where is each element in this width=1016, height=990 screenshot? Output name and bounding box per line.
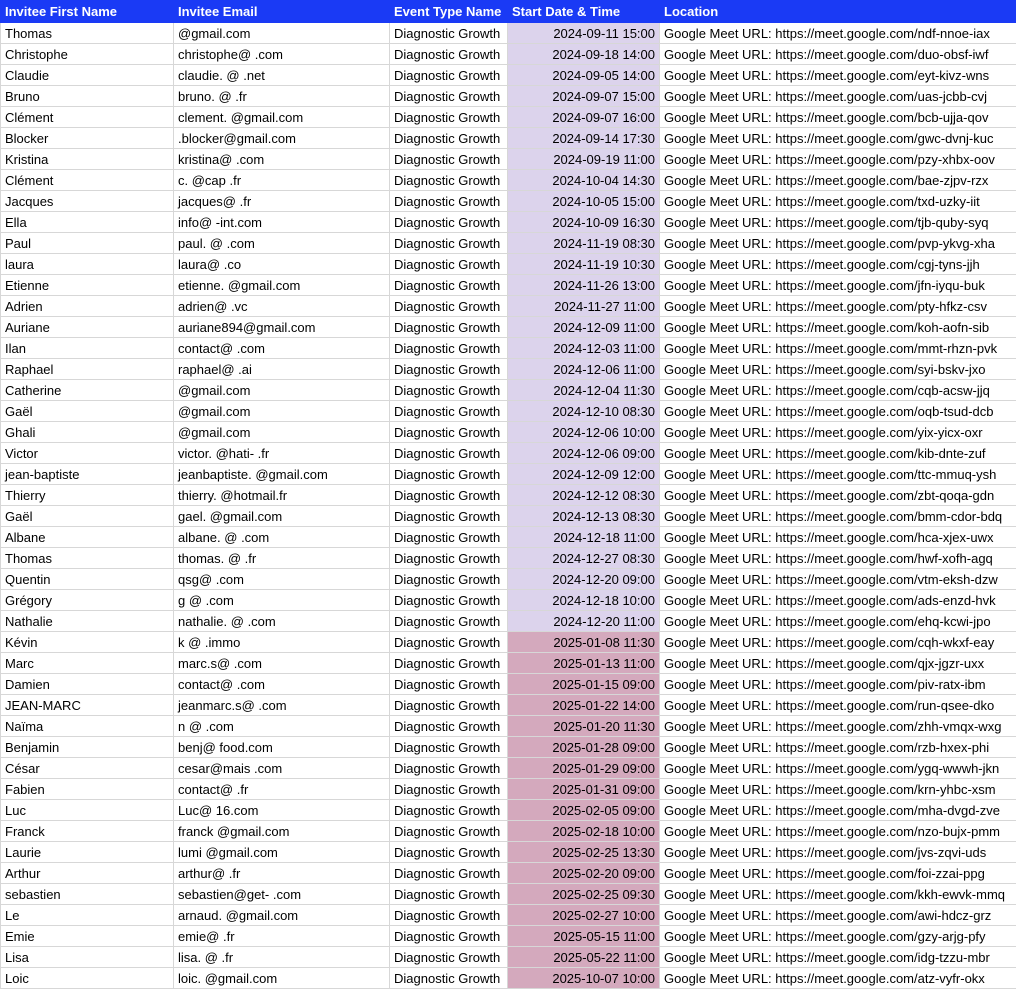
cell-event-type[interactable]: Diagnostic Growth bbox=[390, 401, 508, 422]
cell-event-type[interactable]: Diagnostic Growth bbox=[390, 821, 508, 842]
cell-first-name[interactable]: Etienne bbox=[1, 275, 174, 296]
cell-start-date[interactable]: 2024-09-19 11:00 bbox=[508, 149, 660, 170]
cell-event-type[interactable]: Diagnostic Growth bbox=[390, 674, 508, 695]
cell-email[interactable]: arthur@ .fr bbox=[174, 863, 390, 884]
cell-first-name[interactable]: Le bbox=[1, 905, 174, 926]
table-row bbox=[1, 296, 1016, 317]
table-row bbox=[1, 800, 1016, 821]
cell-location[interactable]: Google Meet URL: https://meet.google.com/zhh-vmqx-wxg bbox=[660, 716, 1016, 737]
cell-event-type[interactable]: Diagnostic Growth bbox=[390, 44, 508, 65]
cell-start-date[interactable]: 2024-09-05 14:00 bbox=[508, 65, 660, 86]
table-row bbox=[1, 884, 1016, 905]
cell-location[interactable]: Google Meet URL: https://meet.google.com/bcb-ujja-qov bbox=[660, 107, 1016, 128]
table-row bbox=[1, 674, 1016, 695]
cell-first-name[interactable]: Gaël bbox=[1, 506, 174, 527]
cell-email[interactable]: thierry. @hotmail.fr bbox=[174, 485, 390, 506]
cell-location[interactable]: Google Meet URL: https://meet.google.com/tjb-quby-syq bbox=[660, 212, 1016, 233]
cell-event-type[interactable]: Diagnostic Growth bbox=[390, 569, 508, 590]
table-row bbox=[1, 821, 1016, 842]
cell-location[interactable]: Google Meet URL: https://meet.google.com/zbt-qoqa-gdn bbox=[660, 485, 1016, 506]
cell-location[interactable]: Google Meet URL: https://meet.google.com/cqh-wkxf-eay bbox=[660, 632, 1016, 653]
cell-first-name[interactable]: Victor bbox=[1, 443, 174, 464]
cell-first-name[interactable]: Emie bbox=[1, 926, 174, 947]
cell-email[interactable]: nathalie. @ .com bbox=[174, 611, 390, 632]
cell-start-date[interactable]: 2024-12-12 08:30 bbox=[508, 485, 660, 506]
cell-start-date[interactable]: 2024-12-06 10:00 bbox=[508, 422, 660, 443]
cell-email[interactable]: contact@ .fr bbox=[174, 779, 390, 800]
header-start-date[interactable]: Start Date & Time bbox=[508, 1, 660, 23]
cell-event-type[interactable]: Diagnostic Growth bbox=[390, 863, 508, 884]
cell-email[interactable]: contact@ .com bbox=[174, 674, 390, 695]
table-row bbox=[1, 947, 1016, 968]
cell-location[interactable]: Google Meet URL: https://meet.google.com/pvp-ykvg-xha bbox=[660, 233, 1016, 254]
table-row bbox=[1, 863, 1016, 884]
cell-start-date[interactable]: 2024-12-09 11:00 bbox=[508, 317, 660, 338]
cell-first-name[interactable]: Thomas bbox=[1, 548, 174, 569]
cell-start-date[interactable]: 2024-12-27 08:30 bbox=[508, 548, 660, 569]
cell-location[interactable]: Google Meet URL: https://meet.google.com/vtm-eksh-dzw bbox=[660, 569, 1016, 590]
cell-email[interactable]: c. @cap .fr bbox=[174, 170, 390, 191]
cell-location[interactable]: Google Meet URL: https://meet.google.com/ehq-kcwi-jpo bbox=[660, 611, 1016, 632]
cell-email[interactable]: kristina@ .com bbox=[174, 149, 390, 170]
table-row bbox=[1, 716, 1016, 737]
header-first-name[interactable]: Invitee First Name bbox=[1, 1, 174, 23]
cell-start-date[interactable]: 2025-10-07 10:00 bbox=[508, 968, 660, 989]
table-row bbox=[1, 695, 1016, 716]
table-row bbox=[1, 548, 1016, 569]
cell-location[interactable]: Google Meet URL: https://meet.google.com/hca-xjex-uwx bbox=[660, 527, 1016, 548]
table-row bbox=[1, 107, 1016, 128]
cell-start-date[interactable]: 2025-02-20 09:00 bbox=[508, 863, 660, 884]
cell-start-date[interactable]: 2025-01-31 09:00 bbox=[508, 779, 660, 800]
cell-email[interactable]: gael. @gmail.com bbox=[174, 506, 390, 527]
table-row bbox=[1, 653, 1016, 674]
cell-event-type[interactable]: Diagnostic Growth bbox=[390, 590, 508, 611]
table-row bbox=[1, 506, 1016, 527]
cell-first-name[interactable]: César bbox=[1, 758, 174, 779]
cell-location[interactable]: Google Meet URL: https://meet.google.com/jvs-zqvi-uds bbox=[660, 842, 1016, 863]
cell-location[interactable]: Google Meet URL: https://meet.google.com/ndf-nnoe-iax bbox=[660, 23, 1016, 44]
cell-event-type[interactable]: Diagnostic Growth bbox=[390, 254, 508, 275]
cell-start-date[interactable]: 2024-10-09 16:30 bbox=[508, 212, 660, 233]
cell-start-date[interactable]: 2025-05-15 11:00 bbox=[508, 926, 660, 947]
cell-first-name[interactable]: Ella bbox=[1, 212, 174, 233]
cell-first-name[interactable]: laura bbox=[1, 254, 174, 275]
cell-email[interactable]: benj@ food.com bbox=[174, 737, 390, 758]
cell-email[interactable]: @gmail.com bbox=[174, 422, 390, 443]
cell-event-type[interactable]: Diagnostic Growth bbox=[390, 380, 508, 401]
cell-first-name[interactable]: Kévin bbox=[1, 632, 174, 653]
cell-email[interactable]: adrien@ .vc bbox=[174, 296, 390, 317]
table-row bbox=[1, 611, 1016, 632]
cell-event-type[interactable]: Diagnostic Growth bbox=[390, 695, 508, 716]
cell-event-type[interactable]: Diagnostic Growth bbox=[390, 23, 508, 44]
table-row bbox=[1, 632, 1016, 653]
cell-location[interactable]: Google Meet URL: https://meet.google.com/ads-enzd-hvk bbox=[660, 590, 1016, 611]
header-location[interactable]: Location bbox=[660, 1, 1016, 23]
cell-location[interactable]: Google Meet URL: https://meet.google.com/awi-hdcz-grz bbox=[660, 905, 1016, 926]
cell-email[interactable]: @gmail.com bbox=[174, 23, 390, 44]
cell-start-date[interactable]: 2024-12-20 11:00 bbox=[508, 611, 660, 632]
cell-event-type[interactable]: Diagnostic Growth bbox=[390, 527, 508, 548]
cell-email[interactable]: franck @gmail.com bbox=[174, 821, 390, 842]
cell-event-type[interactable]: Diagnostic Growth bbox=[390, 275, 508, 296]
cell-first-name[interactable]: Benjamin bbox=[1, 737, 174, 758]
table-row bbox=[1, 443, 1016, 464]
cell-start-date[interactable]: 2024-11-19 08:30 bbox=[508, 233, 660, 254]
cell-email[interactable]: clement. @gmail.com bbox=[174, 107, 390, 128]
cell-event-type[interactable]: Diagnostic Growth bbox=[390, 422, 508, 443]
cell-event-type[interactable]: Diagnostic Growth bbox=[390, 338, 508, 359]
cell-location[interactable]: Google Meet URL: https://meet.google.com/idg-tzzu-mbr bbox=[660, 947, 1016, 968]
cell-location[interactable]: Google Meet URL: https://meet.google.com/syi-bskv-jxo bbox=[660, 359, 1016, 380]
cell-event-type[interactable]: Diagnostic Growth bbox=[390, 737, 508, 758]
cell-location[interactable]: Google Meet URL: https://meet.google.com/mmt-rhzn-pvk bbox=[660, 338, 1016, 359]
cell-first-name[interactable]: Marc bbox=[1, 653, 174, 674]
cell-location[interactable]: Google Meet URL: https://meet.google.com/koh-aofn-sib bbox=[660, 317, 1016, 338]
table-row bbox=[1, 275, 1016, 296]
cell-start-date[interactable]: 2024-12-10 08:30 bbox=[508, 401, 660, 422]
cell-start-date[interactable]: 2025-01-20 11:30 bbox=[508, 716, 660, 737]
cell-start-date[interactable]: 2025-02-25 09:30 bbox=[508, 884, 660, 905]
cell-email[interactable]: cesar@mais .com bbox=[174, 758, 390, 779]
cell-email[interactable]: bruno. @ .fr bbox=[174, 86, 390, 107]
cell-event-type[interactable]: Diagnostic Growth bbox=[390, 107, 508, 128]
table-row bbox=[1, 527, 1016, 548]
cell-first-name[interactable]: Luc bbox=[1, 800, 174, 821]
cell-email[interactable]: contact@ .com bbox=[174, 338, 390, 359]
cell-location[interactable]: Google Meet URL: https://meet.google.com/gzy-arjg-pfy bbox=[660, 926, 1016, 947]
cell-start-date[interactable]: 2025-01-22 14:00 bbox=[508, 695, 660, 716]
cell-location[interactable]: Google Meet URL: https://meet.google.com/duo-obsf-iwf bbox=[660, 44, 1016, 65]
cell-first-name[interactable]: Grégory bbox=[1, 590, 174, 611]
cell-event-type[interactable]: Diagnostic Growth bbox=[390, 716, 508, 737]
table-row bbox=[1, 401, 1016, 422]
cell-email[interactable]: n @ .com bbox=[174, 716, 390, 737]
cell-location[interactable]: Google Meet URL: https://meet.google.com/jfn-iyqu-buk bbox=[660, 275, 1016, 296]
cell-start-date[interactable]: 2024-10-04 14:30 bbox=[508, 170, 660, 191]
cell-start-date[interactable]: 2024-09-07 16:00 bbox=[508, 107, 660, 128]
cell-event-type[interactable]: Diagnostic Growth bbox=[390, 317, 508, 338]
cell-location[interactable]: Google Meet URL: https://meet.google.com/gwc-dvnj-kuc bbox=[660, 128, 1016, 149]
cell-email[interactable]: info@ -int.com bbox=[174, 212, 390, 233]
cell-email[interactable]: jeanmarc.s@ .com bbox=[174, 695, 390, 716]
cell-email[interactable]: g @ .com bbox=[174, 590, 390, 611]
cell-event-type[interactable]: Diagnostic Growth bbox=[390, 779, 508, 800]
cell-start-date[interactable]: 2025-01-08 11:30 bbox=[508, 632, 660, 653]
cell-first-name[interactable]: Nathalie bbox=[1, 611, 174, 632]
cell-email[interactable]: sebastien@get- .com bbox=[174, 884, 390, 905]
cell-email[interactable]: @gmail.com bbox=[174, 380, 390, 401]
cell-email[interactable]: laura@ .co bbox=[174, 254, 390, 275]
cell-start-date[interactable]: 2024-12-18 11:00 bbox=[508, 527, 660, 548]
cell-first-name[interactable]: Albane bbox=[1, 527, 174, 548]
cell-event-type[interactable]: Diagnostic Growth bbox=[390, 926, 508, 947]
cell-event-type[interactable]: Diagnostic Growth bbox=[390, 128, 508, 149]
cell-first-name[interactable]: jean-baptiste bbox=[1, 464, 174, 485]
cell-start-date[interactable]: 2025-02-25 13:30 bbox=[508, 842, 660, 863]
table-row bbox=[1, 44, 1016, 65]
cell-start-date[interactable]: 2024-12-20 09:00 bbox=[508, 569, 660, 590]
cell-location[interactable]: Google Meet URL: https://meet.google.com/piv-ratx-ibm bbox=[660, 674, 1016, 695]
cell-start-date[interactable]: 2025-01-15 09:00 bbox=[508, 674, 660, 695]
cell-start-date[interactable]: 2025-01-13 11:00 bbox=[508, 653, 660, 674]
cell-email[interactable]: auriane894@gmail.com bbox=[174, 317, 390, 338]
cell-location[interactable]: Google Meet URL: https://meet.google.com/atz-vyfr-okx bbox=[660, 968, 1016, 989]
cell-first-name[interactable]: Clément bbox=[1, 170, 174, 191]
cell-first-name[interactable]: Paul bbox=[1, 233, 174, 254]
cell-email[interactable]: Luc@ 16.com bbox=[174, 800, 390, 821]
cell-first-name[interactable]: Adrien bbox=[1, 296, 174, 317]
cell-event-type[interactable]: Diagnostic Growth bbox=[390, 65, 508, 86]
table-row bbox=[1, 905, 1016, 926]
cell-first-name[interactable]: Jacques bbox=[1, 191, 174, 212]
cell-start-date[interactable]: 2024-12-13 08:30 bbox=[508, 506, 660, 527]
cell-location[interactable]: Google Meet URL: https://meet.google.com/mha-dvgd-zve bbox=[660, 800, 1016, 821]
cell-location[interactable]: Google Meet URL: https://meet.google.com/foi-zzai-ppg bbox=[660, 863, 1016, 884]
cell-email[interactable]: @gmail.com bbox=[174, 401, 390, 422]
cell-location[interactable]: Google Meet URL: https://meet.google.com/run-qsee-dko bbox=[660, 695, 1016, 716]
table-row bbox=[1, 86, 1016, 107]
cell-event-type[interactable]: Diagnostic Growth bbox=[390, 149, 508, 170]
cell-first-name[interactable]: Bruno bbox=[1, 86, 174, 107]
cell-location[interactable]: Google Meet URL: https://meet.google.com/oqb-tsud-dcb bbox=[660, 401, 1016, 422]
cell-event-type[interactable]: Diagnostic Growth bbox=[390, 968, 508, 989]
cell-event-type[interactable]: Diagnostic Growth bbox=[390, 485, 508, 506]
table-row bbox=[1, 338, 1016, 359]
cell-email[interactable]: qsg@ .com bbox=[174, 569, 390, 590]
cell-event-type[interactable]: Diagnostic Growth bbox=[390, 611, 508, 632]
cell-event-type[interactable]: Diagnostic Growth bbox=[390, 800, 508, 821]
cell-location[interactable]: Google Meet URL: https://meet.google.com/cqb-acsw-jjq bbox=[660, 380, 1016, 401]
cell-location[interactable]: Google Meet URL: https://meet.google.com/rzb-hxex-phi bbox=[660, 737, 1016, 758]
cell-location[interactable]: Google Meet URL: https://meet.google.com/eyt-kivz-wns bbox=[660, 65, 1016, 86]
cell-first-name[interactable]: Laurie bbox=[1, 842, 174, 863]
cell-location[interactable]: Google Meet URL: https://meet.google.com/pzy-xhbx-oov bbox=[660, 149, 1016, 170]
cell-start-date[interactable]: 2024-09-18 14:00 bbox=[508, 44, 660, 65]
cell-first-name[interactable]: Gaël bbox=[1, 401, 174, 422]
cell-email[interactable]: raphael@ .ai bbox=[174, 359, 390, 380]
cell-event-type[interactable]: Diagnostic Growth bbox=[390, 905, 508, 926]
cell-first-name[interactable]: Quentin bbox=[1, 569, 174, 590]
table-row bbox=[1, 485, 1016, 506]
cell-start-date[interactable]: 2024-09-11 15:00 bbox=[508, 23, 660, 44]
cell-location[interactable]: Google Meet URL: https://meet.google.com/bae-zjpv-rzx bbox=[660, 170, 1016, 191]
cell-email[interactable]: emie@ .fr bbox=[174, 926, 390, 947]
cell-email[interactable]: christophe@ .com bbox=[174, 44, 390, 65]
cell-email[interactable]: claudie. @ .net bbox=[174, 65, 390, 86]
cell-start-date[interactable]: 2025-02-27 10:00 bbox=[508, 905, 660, 926]
cell-event-type[interactable]: Diagnostic Growth bbox=[390, 170, 508, 191]
cell-event-type[interactable]: Diagnostic Growth bbox=[390, 359, 508, 380]
cell-first-name[interactable]: Ilan bbox=[1, 338, 174, 359]
cell-event-type[interactable]: Diagnostic Growth bbox=[390, 191, 508, 212]
cell-first-name[interactable]: Naïma bbox=[1, 716, 174, 737]
cell-event-type[interactable]: Diagnostic Growth bbox=[390, 212, 508, 233]
cell-event-type[interactable]: Diagnostic Growth bbox=[390, 884, 508, 905]
cell-first-name[interactable]: Lisa bbox=[1, 947, 174, 968]
cell-location[interactable]: Google Meet URL: https://meet.google.com/hwf-xofh-agq bbox=[660, 548, 1016, 569]
cell-start-date[interactable]: 2025-02-05 09:00 bbox=[508, 800, 660, 821]
cell-first-name[interactable]: Thierry bbox=[1, 485, 174, 506]
cell-email[interactable]: k @ .immo bbox=[174, 632, 390, 653]
cell-location[interactable]: Google Meet URL: https://meet.google.com/pty-hfkz-csv bbox=[660, 296, 1016, 317]
table-row bbox=[1, 254, 1016, 275]
cell-location[interactable]: Google Meet URL: https://meet.google.com/txd-uzky-iit bbox=[660, 191, 1016, 212]
cell-event-type[interactable]: Diagnostic Growth bbox=[390, 653, 508, 674]
cell-first-name[interactable]: Franck bbox=[1, 821, 174, 842]
header-email[interactable]: Invitee Email bbox=[174, 1, 390, 23]
cell-start-date[interactable]: 2024-09-07 15:00 bbox=[508, 86, 660, 107]
cell-event-type[interactable]: Diagnostic Growth bbox=[390, 464, 508, 485]
cell-start-date[interactable]: 2024-11-26 13:00 bbox=[508, 275, 660, 296]
cell-email[interactable]: jacques@ .fr bbox=[174, 191, 390, 212]
cell-location[interactable]: Google Meet URL: https://meet.google.com/bmm-cdor-bdq bbox=[660, 506, 1016, 527]
cell-first-name[interactable]: Clément bbox=[1, 107, 174, 128]
table-row bbox=[1, 569, 1016, 590]
table-row bbox=[1, 779, 1016, 800]
table-row bbox=[1, 926, 1016, 947]
cell-first-name[interactable]: Damien bbox=[1, 674, 174, 695]
table-row bbox=[1, 422, 1016, 443]
table-row bbox=[1, 590, 1016, 611]
cell-event-type[interactable]: Diagnostic Growth bbox=[390, 506, 508, 527]
table-row bbox=[1, 191, 1016, 212]
cell-email[interactable]: jeanbaptiste. @gmail.com bbox=[174, 464, 390, 485]
cell-start-date[interactable]: 2024-12-04 11:30 bbox=[508, 380, 660, 401]
cell-first-name[interactable]: Catherine bbox=[1, 380, 174, 401]
cell-start-date[interactable]: 2024-12-06 09:00 bbox=[508, 443, 660, 464]
cell-first-name[interactable]: Claudie bbox=[1, 65, 174, 86]
table-row bbox=[1, 65, 1016, 86]
table-row bbox=[1, 758, 1016, 779]
cell-start-date[interactable]: 2024-10-05 15:00 bbox=[508, 191, 660, 212]
table-row bbox=[1, 23, 1016, 44]
cell-first-name[interactable]: Auriane bbox=[1, 317, 174, 338]
cell-first-name[interactable]: Fabien bbox=[1, 779, 174, 800]
cell-start-date[interactable]: 2024-09-14 17:30 bbox=[508, 128, 660, 149]
cell-location[interactable]: Google Meet URL: https://meet.google.com/kib-dnte-zuf bbox=[660, 443, 1016, 464]
cell-start-date[interactable]: 2025-05-22 11:00 bbox=[508, 947, 660, 968]
cell-start-date[interactable]: 2024-11-27 11:00 bbox=[508, 296, 660, 317]
cell-email[interactable]: albane. @ .com bbox=[174, 527, 390, 548]
cell-start-date[interactable]: 2024-12-06 11:00 bbox=[508, 359, 660, 380]
cell-event-type[interactable]: Diagnostic Growth bbox=[390, 296, 508, 317]
cell-email[interactable]: arnaud. @gmail.com bbox=[174, 905, 390, 926]
cell-location[interactable]: Google Meet URL: https://meet.google.com/yix-yicx-oxr bbox=[660, 422, 1016, 443]
cell-location[interactable]: Google Meet URL: https://meet.google.com/ttc-mmuq-ysh bbox=[660, 464, 1016, 485]
cell-email[interactable]: etienne. @gmail.com bbox=[174, 275, 390, 296]
cell-start-date[interactable]: 2024-12-03 11:00 bbox=[508, 338, 660, 359]
table-row bbox=[1, 170, 1016, 191]
cell-event-type[interactable]: Diagnostic Growth bbox=[390, 548, 508, 569]
cell-email[interactable]: lisa. @ .fr bbox=[174, 947, 390, 968]
cell-event-type[interactable]: Diagnostic Growth bbox=[390, 443, 508, 464]
cell-first-name[interactable]: Loic bbox=[1, 968, 174, 989]
cell-first-name[interactable]: Kristina bbox=[1, 149, 174, 170]
cell-start-date[interactable]: 2024-12-18 10:00 bbox=[508, 590, 660, 611]
table-row bbox=[1, 380, 1016, 401]
cell-start-date[interactable]: 2024-11-19 10:30 bbox=[508, 254, 660, 275]
cell-event-type[interactable]: Diagnostic Growth bbox=[390, 233, 508, 254]
header-row bbox=[1, 1, 1016, 23]
cell-location[interactable]: Google Meet URL: https://meet.google.com/kkh-ewvk-mmq bbox=[660, 884, 1016, 905]
table-row bbox=[1, 968, 1016, 989]
cell-event-type[interactable]: Diagnostic Growth bbox=[390, 758, 508, 779]
table-row bbox=[1, 128, 1016, 149]
cell-location[interactable]: Google Meet URL: https://meet.google.com/uas-jcbb-cvj bbox=[660, 86, 1016, 107]
table-row bbox=[1, 233, 1016, 254]
cell-email[interactable]: victor. @hati- .fr bbox=[174, 443, 390, 464]
cell-email[interactable]: lumi @gmail.com bbox=[174, 842, 390, 863]
cell-location[interactable]: Google Meet URL: https://meet.google.com/cgj-tyns-jjh bbox=[660, 254, 1016, 275]
cell-first-name[interactable]: Raphael bbox=[1, 359, 174, 380]
cell-first-name[interactable]: Ghali bbox=[1, 422, 174, 443]
cell-first-name[interactable]: Blocker bbox=[1, 128, 174, 149]
header-event-type[interactable]: Event Type Name bbox=[390, 1, 508, 23]
cell-location[interactable]: Google Meet URL: https://meet.google.com/nzo-bujx-pmm bbox=[660, 821, 1016, 842]
cell-first-name[interactable]: sebastien bbox=[1, 884, 174, 905]
table-row bbox=[1, 737, 1016, 758]
cell-event-type[interactable]: Diagnostic Growth bbox=[390, 86, 508, 107]
table-row bbox=[1, 149, 1016, 170]
cell-start-date[interactable]: 2024-12-09 12:00 bbox=[508, 464, 660, 485]
cell-first-name[interactable]: Christophe bbox=[1, 44, 174, 65]
table-row bbox=[1, 212, 1016, 233]
cell-first-name[interactable]: JEAN-MARC bbox=[1, 695, 174, 716]
cell-location[interactable]: Google Meet URL: https://meet.google.com/ygq-wwwh-jkn bbox=[660, 758, 1016, 779]
cell-start-date[interactable]: 2025-01-29 09:00 bbox=[508, 758, 660, 779]
cell-event-type[interactable]: Diagnostic Growth bbox=[390, 947, 508, 968]
table-row bbox=[1, 359, 1016, 380]
cell-email[interactable]: .blocker@gmail.com bbox=[174, 128, 390, 149]
cell-email[interactable]: paul. @ .com bbox=[174, 233, 390, 254]
cell-email[interactable]: marc.s@ .com bbox=[174, 653, 390, 674]
table-row bbox=[1, 317, 1016, 338]
cell-event-type[interactable]: Diagnostic Growth bbox=[390, 632, 508, 653]
table-row bbox=[1, 842, 1016, 863]
table-row bbox=[1, 464, 1016, 485]
cell-start-date[interactable]: 2025-01-28 09:00 bbox=[508, 737, 660, 758]
cell-start-date[interactable]: 2025-02-18 10:00 bbox=[508, 821, 660, 842]
cell-first-name[interactable]: Thomas bbox=[1, 23, 174, 44]
cell-email[interactable]: thomas. @ .fr bbox=[174, 548, 390, 569]
cell-event-type[interactable]: Diagnostic Growth bbox=[390, 842, 508, 863]
cell-first-name[interactable]: Arthur bbox=[1, 863, 174, 884]
cell-email[interactable]: loic. @gmail.com bbox=[174, 968, 390, 989]
cell-location[interactable]: Google Meet URL: https://meet.google.com/krn-yhbc-xsm bbox=[660, 779, 1016, 800]
cell-location[interactable]: Google Meet URL: https://meet.google.com/qjx-jgzr-uxx bbox=[660, 653, 1016, 674]
